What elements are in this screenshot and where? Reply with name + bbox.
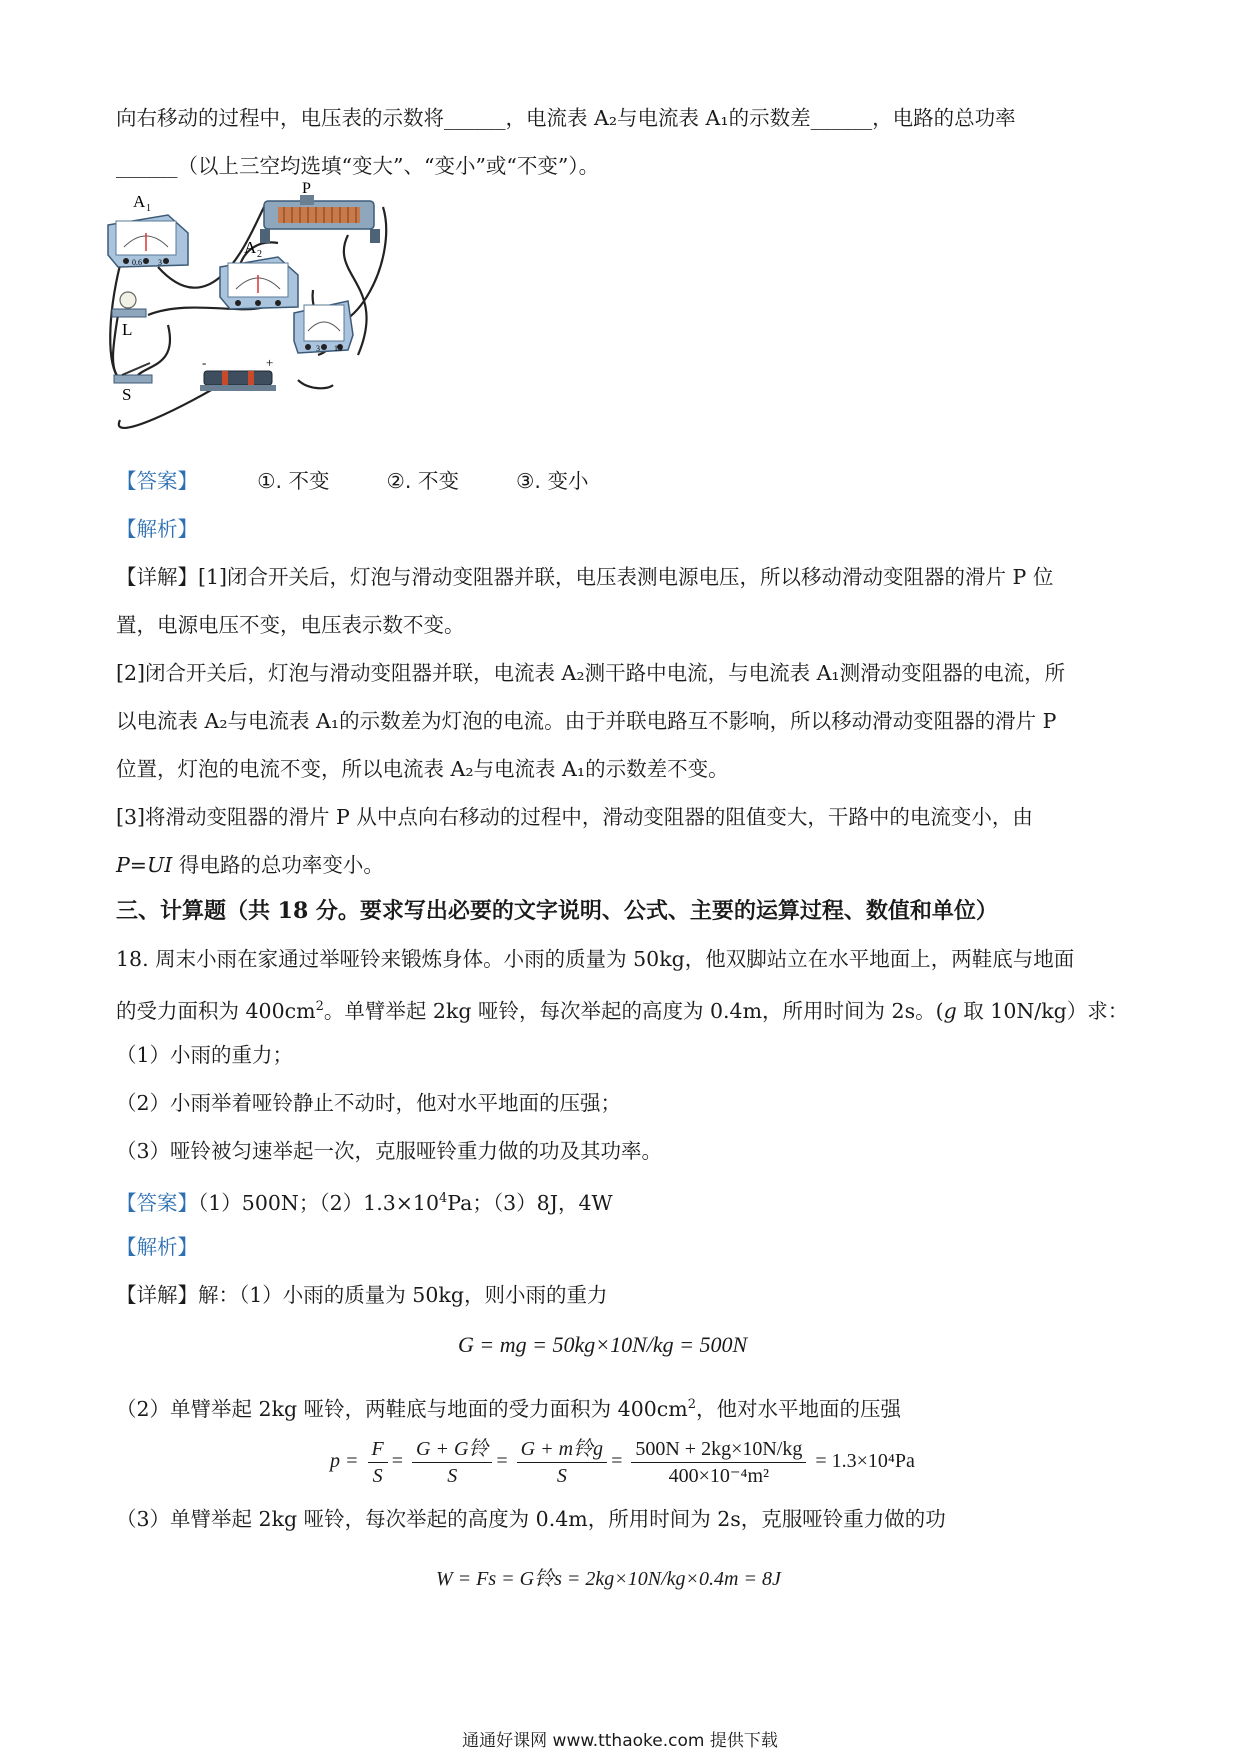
q17-detail-p3-l1: [3]将滑动变阻器的滑片 P 从中点向右移动的过程中，滑动变阻器的阻值变大，干路中的电流变小，由 — [116, 805, 1033, 829]
formula-p-ui: P=UI — [116, 853, 173, 877]
detail-text: 得电路的总功率变小。 — [172, 853, 384, 877]
detail-text: [1]闭合开关后，灯泡与滑动变阻器并联，电压表测电源电压，所以移动滑动变阻器的滑片 P 位 — [198, 565, 1054, 589]
answer-sup: 4 — [439, 1191, 448, 1206]
equation-work: W = Fs = G铃s = 2kg×10N/kg×0.4m = 8J — [436, 1568, 781, 1590]
q17-detail-p2-l2: 以电流表 A₂与电流表 A₁的示数差为灯泡的电流。由于并联电路互不影响，所以移动滑动变阻器的滑片 P — [116, 709, 1057, 733]
equation-gravity: G = mg = 50kg×10N/kg = 500N — [458, 1332, 748, 1357]
q18-g: g — [943, 998, 957, 1023]
label-a1-sub: 1 — [146, 203, 151, 214]
eq-result: = 1.3×10⁴Pa — [815, 1450, 915, 1473]
q18-sub-2: （2）小雨举着哑铃静止不动时，他对水平地面的压强； — [116, 1091, 622, 1115]
label-a2-sub: 2 — [257, 249, 262, 260]
battery-plus: + — [266, 355, 274, 370]
fraction-f-s: $\frac{F}{S}$ — [368, 1436, 388, 1489]
q17-tail-line-1: 向右移动的过程中，电压表的示数将______，电流表 A₂与电流表 A₁的示数差______，电路的总功率 — [116, 106, 1016, 130]
q18-answer-row — [116, 1184, 613, 1218]
q17-detail-p3-l2 — [116, 850, 384, 880]
circuit-diagram — [108, 180, 408, 455]
bulb-l — [112, 292, 146, 317]
page-footer: 通通好课网 www.tthaoke.com 提供下载 — [462, 1731, 778, 1751]
answer-1: ①. 不变 — [257, 469, 330, 493]
detail-sup: 2 — [687, 1397, 697, 1412]
svg-text:3: 3 — [158, 258, 162, 267]
answer-2: ②. 不变 — [386, 469, 459, 493]
label-p: P — [302, 180, 311, 197]
q17-detail-p2-l1: [2]闭合开关后，灯泡与滑动变阻器并联，电流表 A₂测干路中电流，与电流表 A₁测滑动变阻器的电流，所 — [116, 661, 1066, 685]
q18-text: 取 10N/kg）求： — [956, 998, 1129, 1023]
q18-detail-l1 — [116, 1280, 607, 1310]
battery-minus: - — [202, 355, 207, 370]
q18-analysis-tag: 【解析】 — [116, 1235, 198, 1259]
label-a1: A — [133, 192, 146, 211]
label-s: S — [122, 385, 132, 404]
detail-tag: 【详解】 — [116, 1283, 198, 1307]
ammeter-a1 — [108, 215, 188, 267]
voltmeter — [294, 301, 353, 353]
battery — [200, 371, 276, 391]
label-a2: A — [244, 238, 257, 257]
q17-detail-p1-l2: 置，电源电压不变，电压表示数不变。 — [116, 613, 465, 637]
q18-detail-l2 — [116, 1390, 901, 1424]
fraction-g-mg-s: $\frac{\text{G + m铃g}}{S}$ — [517, 1436, 607, 1489]
detail-text: （2）单臂举起 2kg 哑铃，两鞋底与地面的受力面积为 400cm — [116, 1396, 688, 1421]
answer-3: ③. 变小 — [516, 469, 589, 493]
ammeter-a2 — [220, 257, 298, 309]
section-3-heading: 三、计算题（共 18 分。要求写出必要的文字说明、公式、主要的运算过程、数值和单位） — [116, 898, 998, 924]
q17-detail-p1-l1 — [116, 562, 1053, 592]
q17-tail-line-2: ______（以上三空均选填“变大”、“变小”或“不变”）。 — [116, 154, 600, 178]
q18-detail-l3: （3）单臂举起 2kg 哑铃，每次举起的高度为 0.4m，所用时间为 2s，克服哑铃重力做的功 — [116, 1507, 946, 1531]
q18-line-1: 18. 周末小雨在家通过举哑铃来锻炼身体。小雨的质量为 50kg，他双脚站立在水平地面上，两鞋底与地面 — [116, 947, 1075, 971]
detail-text: ，他对水平地面的压强 — [696, 1396, 902, 1421]
eq-lhs: p = — [330, 1450, 359, 1473]
detail-tag: 【详解】 — [116, 565, 198, 589]
q18-sub-1: （1）小雨的重力； — [116, 1043, 294, 1067]
q18-text: 的受力面积为 400cm — [116, 998, 316, 1023]
q18-sub-3: （3）哑铃被匀速举起一次，克服哑铃重力做的功及其功率。 — [116, 1139, 663, 1163]
answer-text: Pa；（3）8J，4W — [447, 1190, 613, 1215]
equation-pressure: p = $\frac{F}{S}$ = $\frac{\text{G + G铃}}{S}$ = $\frac{\text{G + m铃g}}{S}$ = $\frac{500N + 2kg\times 10N/kg}{\text{400×10⁻⁴m²}}$ = 1.3×10⁴Pa — [330, 1438, 915, 1487]
svg-text:15: 15 — [334, 344, 342, 353]
label-l: L — [122, 320, 133, 339]
fraction-numeric: $\frac{500N + 2kg\times 10N/kg}{\text{400×10⁻⁴m²}}$ — [631, 1436, 806, 1489]
q17-detail-p2-l3: 位置，灯泡的电流不变，所以电流表 A₂与电流表 A₁的示数差不变。 — [116, 757, 729, 781]
switch-s — [114, 363, 152, 383]
q18-text: 。单臂举起 2kg 哑铃，每次举起的高度为 0.4m，所用时间为 2s。( — [323, 998, 944, 1023]
answer-tag: 【答案】 — [116, 469, 198, 493]
detail-text: 解：（1）小雨的质量为 50kg，则小雨的重力 — [198, 1283, 608, 1307]
rheostat — [260, 195, 380, 243]
q17-answer-row — [116, 466, 588, 496]
q18-sup: 2 — [315, 999, 324, 1014]
answer-tag: 【答案】 — [116, 1190, 198, 1215]
answer-text: （1）500N；（2）1.3×10 — [198, 1190, 440, 1215]
q18-line-2 — [116, 992, 1128, 1026]
q17-analysis-tag: 【解析】 — [116, 517, 198, 541]
svg-text:3: 3 — [316, 344, 320, 353]
fraction-g-sum-s: $\frac{\text{G + G铃}}{S}$ — [412, 1436, 492, 1489]
svg-text:0.6: 0.6 — [132, 258, 142, 267]
